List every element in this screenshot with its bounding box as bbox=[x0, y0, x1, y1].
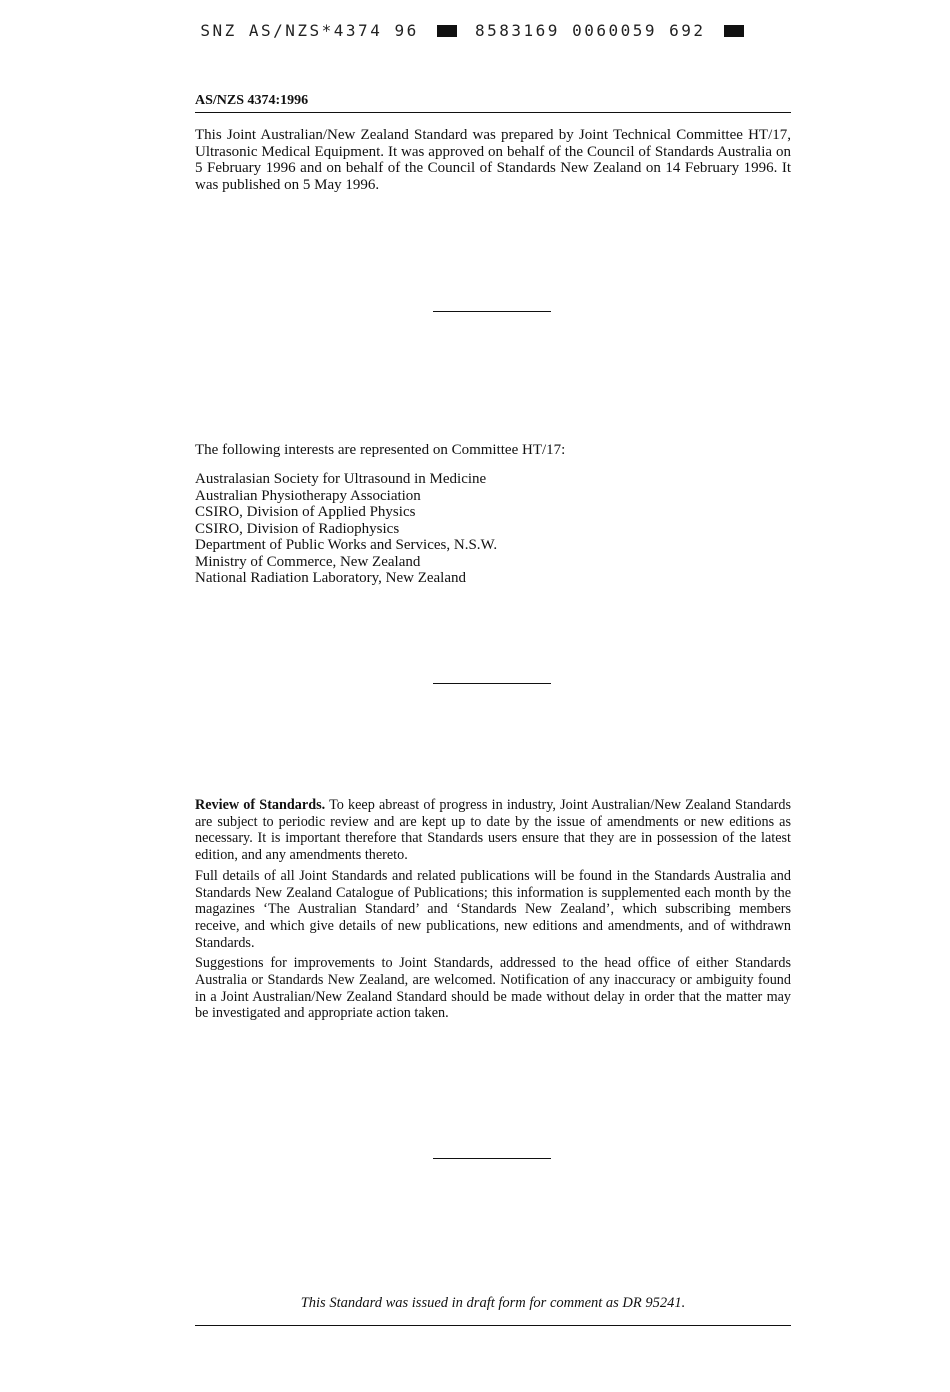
interests-list bbox=[195, 471, 791, 587]
black-block-mark bbox=[724, 25, 744, 37]
section-divider bbox=[433, 1158, 551, 1159]
list-item: Australasian Society for Ultrasound in Medicine bbox=[195, 471, 487, 487]
list-item: CSIRO, Division of Radiophysics bbox=[195, 520, 400, 537]
review-of-standards bbox=[195, 797, 791, 1026]
review-paragraph-1 bbox=[195, 797, 791, 864]
section-divider bbox=[433, 683, 551, 684]
draft-note: This Standard was issued in draft form for comment as DR 95241. bbox=[300, 1295, 686, 1311]
list-item: Ministry of Commerce, New Zealand bbox=[195, 553, 421, 570]
interests-heading: The following interests are represented on Committee HT/17: bbox=[195, 442, 566, 458]
list-item: Australian Physiotherapy Association bbox=[195, 487, 421, 504]
header-barcode-number: 8583169 0060059 692 bbox=[475, 21, 706, 40]
black-block-mark bbox=[437, 25, 457, 37]
list-item: National Radiation Laboratory, New Zealand bbox=[195, 570, 467, 586]
section-divider bbox=[433, 311, 551, 312]
footer-rule bbox=[195, 1325, 791, 1326]
list-item: Department of Public Works and Services, N.S.W. bbox=[195, 537, 498, 553]
intro-paragraph: This Joint Australian/New Zealand Standard was prepared by Joint Technical Committee HT/17, Ultrasonic Medical Equipment. It was approved on behalf of the Council of Standards Australia on 5 February 1996 and on behalf of the Council of Standards New Zealand on 14 February 1996. It was published on 5 May 1996. bbox=[195, 127, 791, 193]
review-paragraph-2: Full details of all Joint Standards and related publications will be found in the Standards Australia and Standards New Zealand Catalogue of Publications; this information is supplemented each month by the magazines ‘The Australian Standard’ and ‘Standards New Zealand’, which subscribing members receive, and which give details of new publications, new editions and amendments, and of withdrawn Standards. bbox=[195, 867, 791, 951]
review-paragraph-3: Suggestions for improvements to Joint Standards, addressed to the head office of either Standards Australia or Standards New Zealand, are welcomed. Notification of any inaccuracy or ambiguity found in a Joint Australian/New Zealand Standard should be made without delay in order that the matter may be investigated and appropriate action taken. bbox=[195, 955, 791, 1022]
document-id: AS/NZS 4374:1996 bbox=[195, 93, 791, 113]
review-text-1: To keep abreast of progress in industry, Joint Australian/New Zealand Standards are subject to periodic review and are kept up to date by the issue of amendments or new editions as necessary. It is important therefore that Standards users ensure that they are in possession of the latest edition, and any amendments thereto. bbox=[195, 797, 792, 864]
review-title: Review of Standards. bbox=[195, 797, 326, 813]
ocr-header-line bbox=[0, 20, 950, 40]
header-code: SNZ AS/NZS*4374 96 bbox=[200, 21, 419, 40]
list-item: CSIRO, Division of Applied Physics bbox=[195, 504, 416, 520]
